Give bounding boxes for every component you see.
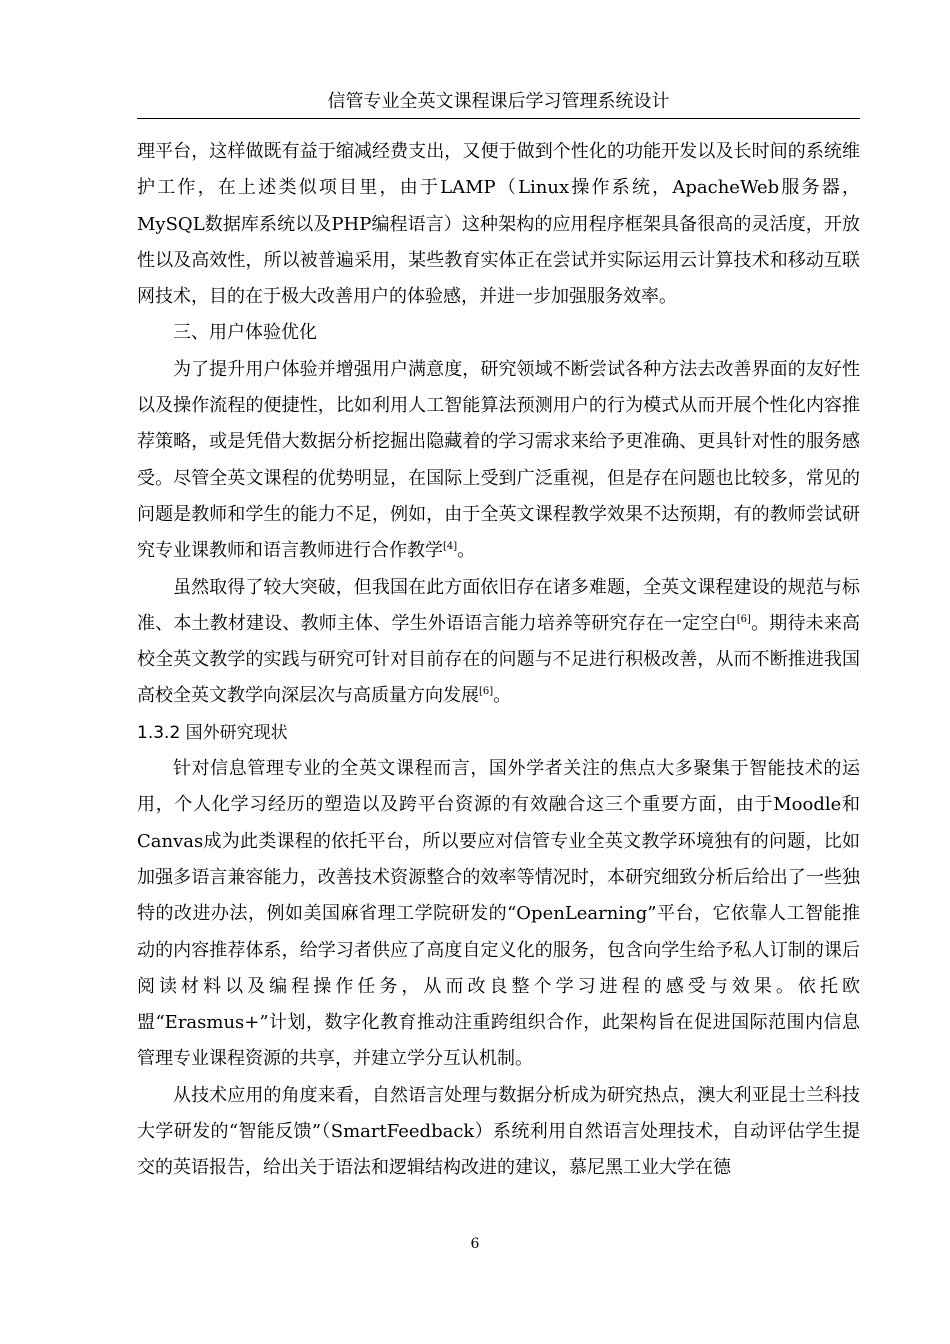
page-body: [137, 134, 860, 1187]
running-header-title: 信管专业全英文课程课后学习管理系统设计: [327, 91, 670, 112]
paragraph-platform: 理平台，这样做既有益于缩减经费支出，又便于做到个性化的功能开发以及长时间的系统维护工作，在上述类似项目里，由于LAMP（Linux操作系统，ApacheWeb服务器，MySQL数据库系统以及PHP编程语言）这种架构的应用程序框架具备很高的灵活度，开放性以及高效性，所以被普遍采用，某些教育实体正在尝试并实际运用云计算技术和移动互联网技术，目的在于极大改善用户的体验感，并进一步加强服务效率。: [137, 141, 860, 308]
paragraph-end: 。: [493, 685, 512, 707]
paragraph-end: 。: [457, 540, 476, 562]
paragraph-foreign-research: 针对信息管理专业的全英文课程而言，国外学者关注的焦点大多聚集于智能技术的运用，个人化学习经历的塑造以及跨平台资源的有效融合这三个重要方面，由于Moodle和Canvas成为此类课程的依托平台，所以要应对信管专业全英文教学环境独有的问题，比如加强多语言兼容能力，改善技术资源整合的效率等情况时，本研究细致分析后给出了一些独特的改进办法，例如美国麻省理工学院研发的“OpenLearning”平台，它依靠人工智能推动的内容推荐体系，给学习者供应了高度自定义化的服务，包含向学生给予私人订制的课后阅读材料以及编程操作任务，从而改良整个学习进程的感受与效果。依托欧盟“Erasmus+”计划，数字化教育推动注重跨组织合作，此架构旨在促进国际范围内信息管理专业课程资源的共享，并建立学分互认机制。: [137, 758, 860, 1070]
paragraph-text: 。期待未来高校全英文教学的实践与研究可针对目前存在的问题与不足进行积极改善，从而不断推进我国高校全英文教学向深层次与高质量方向发展: [137, 612, 861, 707]
paragraph-domestic-difficulties: [137, 570, 860, 715]
paragraph-text: 为了提升用户体验并增强用户满意度，研究领域不断尝试各种方法去改善界面的友好性以及操作流程的便捷性，比如利用人工智能算法预测用户的行为模式从而开展个性化内容推荐策略，或是凭借大数据分析挖掘出隐藏着的学习需求来给予更准确、更具针对性的服务感受。尽管全英文课程的优势明显，在国际上受到广泛重视，但是存在问题也比较多，常见的问题是教师和学生的能力不足，例如，由于全英文课程教学效果不达预期，有的教师尝试研究专业课教师和语言教师进行合作教学: [137, 358, 860, 562]
citation-ref: [4]: [443, 541, 458, 553]
page-number: 6: [470, 1236, 480, 1252]
running-header: [137, 90, 860, 119]
paragraph-user-experience: [137, 352, 860, 570]
paragraph-technology-application: 从技术应用的角度来看，自然语言处理与数据分析成为研究热点，澳大利亚昆士兰科技大学研发的“智能反馈”（SmartFeedback）系统利用自然语言处理技术，自动评估学生提交的英语报告，给出关于语法和逻辑结构改进的建议，慕尼黑工业大学在德: [137, 1084, 860, 1179]
citation-ref: [6]: [736, 613, 751, 625]
paragraph-text: 虽然取得了较大突破，但我国在此方面依旧存在诸多难题，全英文课程建设的规范与标准、本土教材建设、教师主体、学生外语语言能力培养等研究存在一定空白: [137, 576, 860, 634]
citation-ref: [6]: [479, 686, 494, 698]
section-heading: 1.3.2 国外研究现状: [137, 722, 288, 743]
subheading-user-experience: 三、用户体验优化: [173, 322, 317, 344]
